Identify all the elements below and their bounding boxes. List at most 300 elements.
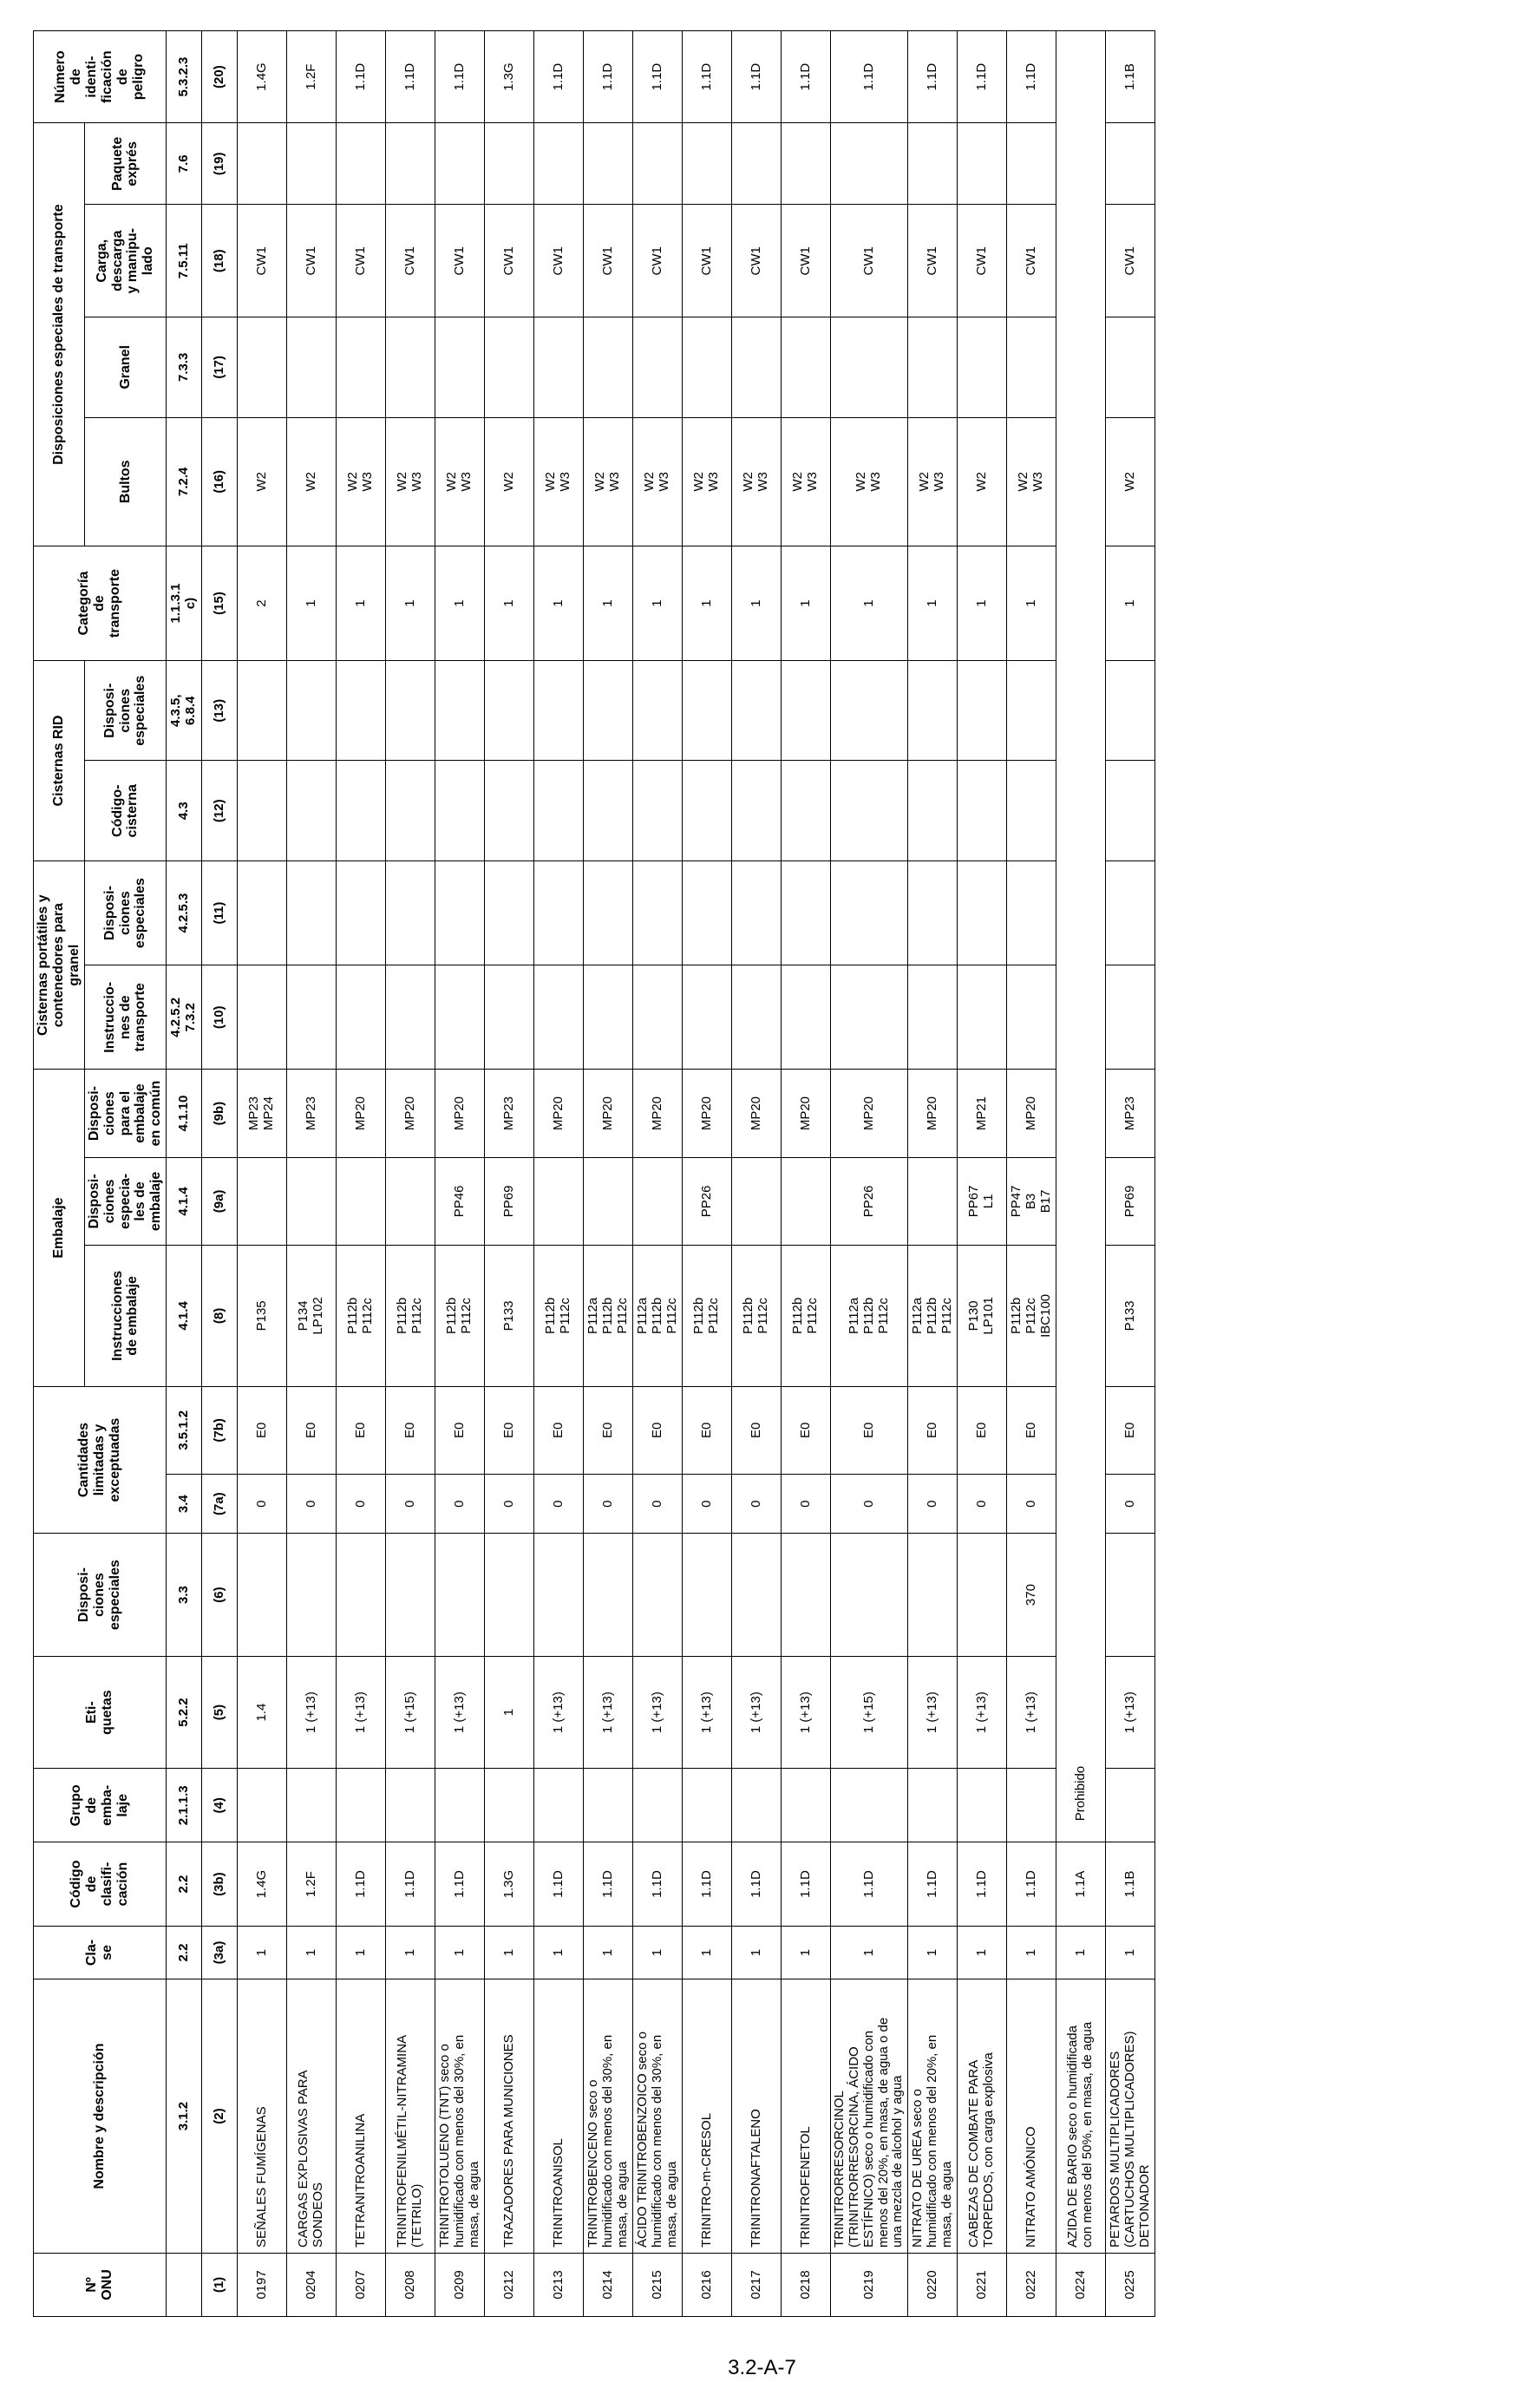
cell-labels: 1 (+13) bbox=[287, 1656, 337, 1769]
reference-cell: 7.6 bbox=[167, 123, 202, 205]
cell-rsp bbox=[534, 661, 584, 762]
cell-code: 1.1D bbox=[908, 1842, 958, 1927]
cell-pg bbox=[534, 1769, 584, 1842]
cell-mp: MP20 bbox=[435, 1070, 485, 1157]
cell-eq: E0 bbox=[386, 1386, 435, 1474]
cell-spp bbox=[386, 1157, 435, 1245]
cell-un: 0208 bbox=[386, 2253, 435, 2316]
cell-name: CABEZAS DE COMBATE PARA TORPEDOS, con carga explosiva bbox=[958, 1979, 1007, 2254]
cell-sp bbox=[287, 1534, 337, 1656]
cell-ti bbox=[534, 965, 584, 1070]
cell-name: TRINITROTOLUENO (TNT) seco o humidificado con menos del 30%, en masa, de agua bbox=[435, 1979, 485, 2254]
cell-pg bbox=[1106, 1769, 1155, 1842]
header-tank-instructions: Instruccio- nes de transporte bbox=[84, 965, 167, 1070]
cell-eq: E0 bbox=[287, 1386, 337, 1474]
cell-pi: P112a P112b P112c bbox=[633, 1246, 683, 1387]
cell-code: 1.1D bbox=[534, 1842, 584, 1927]
cell-mp: MP20 bbox=[908, 1070, 958, 1157]
cell-tc bbox=[287, 761, 337, 860]
cell-un: 0225 bbox=[1106, 2253, 1155, 2316]
cell-rsp bbox=[238, 661, 287, 762]
cell-pi: P112b P112c bbox=[534, 1246, 584, 1387]
cell-carga: CW1 bbox=[633, 205, 683, 317]
cell-carga: CW1 bbox=[958, 205, 1007, 317]
cell-cls: 1 bbox=[386, 1926, 435, 1979]
cell-cls: 1 bbox=[435, 1926, 485, 1979]
cell-bultos: W2 W3 bbox=[386, 417, 435, 546]
cell-name: TETRANITROANILINA bbox=[337, 1979, 386, 2254]
cell-pg bbox=[831, 1769, 908, 1842]
cell-bultos: W2 W3 bbox=[435, 417, 485, 546]
cell-labels: 1.4 bbox=[238, 1656, 287, 1769]
cell-expres bbox=[958, 123, 1007, 205]
dangerous-goods-table bbox=[33, 30, 1155, 2317]
reference-cell: 4.1.10 bbox=[167, 1070, 202, 1157]
cell-pi: P112a P112b P112c bbox=[584, 1246, 633, 1387]
cell-ti bbox=[958, 965, 1007, 1070]
cell-name: TRINITRONAFTALENO bbox=[732, 1979, 782, 2254]
cell-spp bbox=[584, 1157, 633, 1245]
cell-lq: 0 bbox=[1007, 1475, 1056, 1534]
cell-code: 1.1D bbox=[732, 1842, 782, 1927]
cell-lq: 0 bbox=[485, 1475, 534, 1534]
cell-hin: 1.1D bbox=[337, 31, 386, 123]
cell-spp bbox=[534, 1157, 584, 1245]
cell-un: 0219 bbox=[831, 2253, 908, 2316]
cell-un: 0216 bbox=[683, 2253, 732, 2316]
table-row bbox=[633, 31, 683, 2317]
cell-carga: CW1 bbox=[584, 205, 633, 317]
cell-eq: E0 bbox=[732, 1386, 782, 1474]
cell-sp bbox=[633, 1534, 683, 1656]
cell-spp bbox=[337, 1157, 386, 1245]
cell-expres bbox=[1007, 123, 1056, 205]
cell-tc bbox=[732, 761, 782, 860]
cell-pg bbox=[386, 1769, 435, 1842]
cell-ti bbox=[287, 965, 337, 1070]
cell-un: 0213 bbox=[534, 2253, 584, 2316]
cell-cls: 1 bbox=[908, 1926, 958, 1979]
table-row bbox=[435, 31, 485, 2317]
reference-cell: 4.1.4 bbox=[167, 1157, 202, 1245]
cell-bultos: W2 bbox=[485, 417, 534, 546]
cell-lq: 0 bbox=[831, 1475, 908, 1534]
cell-sp bbox=[782, 1534, 831, 1656]
cell-carga: CW1 bbox=[287, 205, 337, 317]
header-tank-special: Disposi- ciones especiales bbox=[84, 860, 167, 965]
cell-name: TRAZADORES PARA MUNICIONES bbox=[485, 1979, 534, 2254]
cell-ti bbox=[485, 965, 534, 1070]
cell-sp bbox=[485, 1534, 534, 1656]
cell-cat: 1 bbox=[908, 546, 958, 661]
cell-spp bbox=[908, 1157, 958, 1245]
cell-hin: 1.1D bbox=[958, 31, 1007, 123]
cell-spp: PP26 bbox=[831, 1157, 908, 1245]
column-number-cell: (7b) bbox=[202, 1386, 238, 1474]
cell-hin: 1.2F bbox=[287, 31, 337, 123]
reference-cell: 4.3.5, 6.8.4 bbox=[167, 661, 202, 762]
cell-tsp bbox=[958, 860, 1007, 965]
cell-sp bbox=[386, 1534, 435, 1656]
cell-tsp bbox=[683, 860, 732, 965]
cell-cat: 1 bbox=[435, 546, 485, 661]
cell-cat: 2 bbox=[238, 546, 287, 661]
header-row-1 bbox=[34, 31, 85, 2317]
cell-code: 1.1D bbox=[435, 1842, 485, 1927]
cell-spp: PP67 L1 bbox=[958, 1157, 1007, 1245]
cell-hin: 1.1D bbox=[633, 31, 683, 123]
header-limited-quantities: Cantidades limitadas y exceptuadas bbox=[34, 1386, 167, 1534]
header-name: Nombre y descripción bbox=[34, 1979, 167, 2254]
column-number-cell: (12) bbox=[202, 761, 238, 860]
column-number-cell: (11) bbox=[202, 860, 238, 965]
cell-spp: PP26 bbox=[683, 1157, 732, 1245]
column-number-row bbox=[202, 31, 238, 2317]
cell-code: 1.1D bbox=[831, 1842, 908, 1927]
cell-pi: P130 LP101 bbox=[958, 1246, 1007, 1387]
header-mixed-packing: Disposi- ciones para el embalaje en común bbox=[84, 1070, 167, 1157]
table-row bbox=[1106, 31, 1155, 2317]
cell-name: TRINITROFENETOL bbox=[782, 1979, 831, 2254]
cell-hin: 1.1D bbox=[584, 31, 633, 123]
header-un: Nº ONU bbox=[34, 2253, 167, 2316]
cell-bultos: W2 bbox=[1106, 417, 1155, 546]
cell-pi: P112b P112c bbox=[435, 1246, 485, 1387]
cell-granel bbox=[683, 317, 732, 417]
column-number-cell: (10) bbox=[202, 965, 238, 1070]
cell-carga: CW1 bbox=[238, 205, 287, 317]
cell-sp bbox=[584, 1534, 633, 1656]
cell-labels: 1 (+13) bbox=[435, 1656, 485, 1769]
cell-carga: CW1 bbox=[435, 205, 485, 317]
page-number: 3.2-A-7 bbox=[728, 2356, 796, 2379]
cell-pg bbox=[958, 1769, 1007, 1842]
cell-rsp bbox=[683, 661, 732, 762]
cell-granel bbox=[958, 317, 1007, 417]
cell-code: 1.1D bbox=[337, 1842, 386, 1927]
cell-cat: 1 bbox=[683, 546, 732, 661]
cell-carga: CW1 bbox=[337, 205, 386, 317]
cell-tc bbox=[238, 761, 287, 860]
cell-labels: 1 (+13) bbox=[1106, 1656, 1155, 1769]
cell-tsp bbox=[584, 860, 633, 965]
cell-bultos: W2 bbox=[287, 417, 337, 546]
cell-pg bbox=[1007, 1769, 1056, 1842]
cell-eq: E0 bbox=[831, 1386, 908, 1474]
cell-tc bbox=[534, 761, 584, 860]
cell-granel bbox=[732, 317, 782, 417]
cell-rsp bbox=[1106, 661, 1155, 762]
cell-labels: 1 (+13) bbox=[958, 1656, 1007, 1769]
cell-pi: P112b P112c bbox=[732, 1246, 782, 1387]
header-bulk: Granel bbox=[84, 317, 167, 417]
cell-spp: PP69 bbox=[1106, 1157, 1155, 1245]
cell-pi: P112b P112c bbox=[337, 1246, 386, 1387]
cell-ti bbox=[1106, 965, 1155, 1070]
cell-expres bbox=[485, 123, 534, 205]
cell-cls: 1 bbox=[683, 1926, 732, 1979]
column-number-cell: (17) bbox=[202, 317, 238, 417]
cell-granel bbox=[782, 317, 831, 417]
cell-mp: MP20 bbox=[732, 1070, 782, 1157]
cell-ti bbox=[584, 965, 633, 1070]
cell-labels: 1 (+15) bbox=[386, 1656, 435, 1769]
cell-code: 1.1A bbox=[1056, 1842, 1106, 1927]
cell-expres bbox=[683, 123, 732, 205]
header-class: Cla- se bbox=[34, 1926, 167, 1979]
cell-rsp bbox=[732, 661, 782, 762]
cell-un: 0209 bbox=[435, 2253, 485, 2316]
cell-lq: 0 bbox=[958, 1475, 1007, 1534]
cell-tc bbox=[831, 761, 908, 860]
cell-lq: 0 bbox=[238, 1475, 287, 1534]
cell-expres bbox=[238, 123, 287, 205]
cell-eq: E0 bbox=[1007, 1386, 1056, 1474]
cell-tc bbox=[485, 761, 534, 860]
cell-carga: CW1 bbox=[386, 205, 435, 317]
column-number-cell: (16) bbox=[202, 417, 238, 546]
cell-sp bbox=[831, 1534, 908, 1656]
cell-sp bbox=[534, 1534, 584, 1656]
header-packaging: Embalaje bbox=[34, 1070, 85, 1386]
column-number-cell: (8) bbox=[202, 1246, 238, 1387]
cell-pi: P133 bbox=[1106, 1246, 1155, 1387]
cell-tc bbox=[908, 761, 958, 860]
cell-name: AZIDA DE BARIO seco o humidificada con menos del 50%, en masa, de agua bbox=[1056, 1979, 1106, 2254]
cell-ti bbox=[683, 965, 732, 1070]
cell-ti bbox=[386, 965, 435, 1070]
cell-spp bbox=[782, 1157, 831, 1245]
cell-pg bbox=[908, 1769, 958, 1842]
cell-granel bbox=[534, 317, 584, 417]
cell-bultos: W2 W3 bbox=[831, 417, 908, 546]
cell-sp bbox=[435, 1534, 485, 1656]
cell-eq: E0 bbox=[1106, 1386, 1155, 1474]
header-rid-special: Disposi- ciones especiales bbox=[84, 661, 167, 762]
column-number-cell: (9a) bbox=[202, 1157, 238, 1245]
cell-bultos: W2 W3 bbox=[1007, 417, 1056, 546]
cell-code: 1.1D bbox=[782, 1842, 831, 1927]
cell-un: 0224 bbox=[1056, 2253, 1106, 2316]
cell-expres bbox=[337, 123, 386, 205]
cell-pg bbox=[337, 1769, 386, 1842]
cell-pg bbox=[435, 1769, 485, 1842]
reference-cell: 2.2 bbox=[167, 1926, 202, 1979]
table-row bbox=[782, 31, 831, 2317]
cell-labels: 1 (+13) bbox=[732, 1656, 782, 1769]
cell-rsp bbox=[287, 661, 337, 762]
cell-rsp bbox=[337, 661, 386, 762]
cell-tc bbox=[435, 761, 485, 860]
cell-carga: CW1 bbox=[485, 205, 534, 317]
cell-bultos: W2 bbox=[238, 417, 287, 546]
cell-hin: 1.1D bbox=[782, 31, 831, 123]
cell-tc bbox=[337, 761, 386, 860]
cell-cls: 1 bbox=[1007, 1926, 1056, 1979]
cell-tsp bbox=[1007, 860, 1056, 965]
cell-cls: 1 bbox=[732, 1926, 782, 1979]
table-row bbox=[732, 31, 782, 2317]
cell-tsp bbox=[633, 860, 683, 965]
cell-sp bbox=[337, 1534, 386, 1656]
reference-cell: 4.3 bbox=[167, 761, 202, 860]
cell-pi: P112b P112c bbox=[386, 1246, 435, 1387]
cell-cls: 1 bbox=[831, 1926, 908, 1979]
cell-un: 0217 bbox=[732, 2253, 782, 2316]
cell-hin: 1.1D bbox=[386, 31, 435, 123]
header-express: Paquete exprés bbox=[84, 123, 167, 205]
header-hazard-id: Número de identi- ficación de peligro bbox=[34, 31, 167, 123]
cell-un: 0197 bbox=[238, 2253, 287, 2316]
cell-eq: E0 bbox=[633, 1386, 683, 1474]
column-number-cell: (13) bbox=[202, 661, 238, 762]
cell-pi: P112b P112c bbox=[782, 1246, 831, 1387]
cell-hin: 1.1D bbox=[435, 31, 485, 123]
cell-granel bbox=[386, 317, 435, 417]
cell-name: PETARDOS MULTIPLICADORES (CARTUCHOS MULTIPLICADORES) DETONADOR bbox=[1106, 1979, 1155, 2254]
cell-cat: 1 bbox=[782, 546, 831, 661]
cell-carga: CW1 bbox=[1106, 205, 1155, 317]
cell-mp: MP20 bbox=[683, 1070, 732, 1157]
cell-mp: MP20 bbox=[584, 1070, 633, 1157]
cell-ti bbox=[831, 965, 908, 1070]
cell-tc bbox=[584, 761, 633, 860]
reference-cell bbox=[167, 2253, 202, 2316]
cell-pi: P135 bbox=[238, 1246, 287, 1387]
cell-carga: CW1 bbox=[534, 205, 584, 317]
header-special-packing: Disposi- ciones especia- les de embalaje bbox=[84, 1157, 167, 1245]
cell-lq: 0 bbox=[386, 1475, 435, 1534]
cell-tc bbox=[683, 761, 732, 860]
cell-cat: 1 bbox=[485, 546, 534, 661]
cell-ti bbox=[908, 965, 958, 1070]
header-special-provisions: Disposi- ciones especiales bbox=[34, 1534, 167, 1656]
cell-pg bbox=[238, 1769, 287, 1842]
cell-bultos: W2 W3 bbox=[584, 417, 633, 546]
reference-row bbox=[167, 31, 202, 2317]
cell-pi: P112b P112c IBC100 bbox=[1007, 1246, 1056, 1387]
cell-mp: MP23 bbox=[287, 1070, 337, 1157]
column-number-cell: (2) bbox=[202, 1979, 238, 2254]
cell-cat: 1 bbox=[287, 546, 337, 661]
cell-sp bbox=[732, 1534, 782, 1656]
table-row bbox=[683, 31, 732, 2317]
cell-labels: 1 (+15) bbox=[831, 1656, 908, 1769]
cell-eq: E0 bbox=[534, 1386, 584, 1474]
cell-rsp bbox=[485, 661, 534, 762]
cell-eq: E0 bbox=[485, 1386, 534, 1474]
cell-tsp bbox=[238, 860, 287, 965]
reference-cell: 7.2.4 bbox=[167, 417, 202, 546]
header-packing-group: Grupo de emba- laje bbox=[34, 1769, 167, 1842]
cell-cat: 1 bbox=[958, 546, 1007, 661]
cell-hin: 1.1B bbox=[1106, 31, 1155, 123]
cell-ti bbox=[633, 965, 683, 1070]
reference-cell: 2.2 bbox=[167, 1842, 202, 1927]
table-row bbox=[908, 31, 958, 2317]
column-number-cell: (6) bbox=[202, 1534, 238, 1656]
header-transport-category: Categoría de transporte bbox=[34, 546, 167, 661]
cell-lq: 0 bbox=[584, 1475, 633, 1534]
reference-cell: 2.1.1.3 bbox=[167, 1769, 202, 1842]
cell-code: 1.1B bbox=[1106, 1842, 1155, 1927]
column-number-cell: (4) bbox=[202, 1769, 238, 1842]
cell-cls: 1 bbox=[1106, 1926, 1155, 1979]
cell-eq: E0 bbox=[238, 1386, 287, 1474]
cell-pi: P112a P112b P112c bbox=[908, 1246, 958, 1387]
cell-name: TRINITROBENCENO seco o humidificado con menos del 30%, en masa, de agua bbox=[584, 1979, 633, 2254]
cell-tsp bbox=[831, 860, 908, 965]
cell-code: 1.4G bbox=[238, 1842, 287, 1927]
cell-mp: MP23 bbox=[1106, 1070, 1155, 1157]
cell-ti bbox=[1007, 965, 1056, 1070]
table-row bbox=[238, 31, 287, 2317]
table-row bbox=[287, 31, 337, 2317]
cell-eq: E0 bbox=[337, 1386, 386, 1474]
cell-bultos: W2 W3 bbox=[337, 417, 386, 546]
cell-un: 0220 bbox=[908, 2253, 958, 2316]
cell-hin: 1.1D bbox=[831, 31, 908, 123]
reference-cell: 3.5.1.2 bbox=[167, 1386, 202, 1474]
column-number-cell: (3b) bbox=[202, 1842, 238, 1927]
cell-carga: CW1 bbox=[908, 205, 958, 317]
cell-bultos: W2 W3 bbox=[683, 417, 732, 546]
cell-cat: 1 bbox=[633, 546, 683, 661]
table-row bbox=[337, 31, 386, 2317]
cell-sp: 370 bbox=[1007, 1534, 1056, 1656]
cell-hin: 1.4G bbox=[238, 31, 287, 123]
cell-sp bbox=[238, 1534, 287, 1656]
cell-un: 0212 bbox=[485, 2253, 534, 2316]
reference-cell: 4.2.5.3 bbox=[167, 860, 202, 965]
cell-sp bbox=[958, 1534, 1007, 1656]
cell-expres bbox=[435, 123, 485, 205]
cell-granel bbox=[238, 317, 287, 417]
cell-sp bbox=[908, 1534, 958, 1656]
cell-granel bbox=[908, 317, 958, 417]
cell-granel bbox=[584, 317, 633, 417]
cell-tc bbox=[958, 761, 1007, 860]
cell-spp: PP46 bbox=[435, 1157, 485, 1245]
column-number-cell: (18) bbox=[202, 205, 238, 317]
cell-rsp bbox=[1007, 661, 1056, 762]
table-row bbox=[584, 31, 633, 2317]
cell-tc bbox=[1007, 761, 1056, 860]
cell-expres bbox=[732, 123, 782, 205]
cell-rsp bbox=[584, 661, 633, 762]
cell-sp bbox=[1106, 1534, 1155, 1656]
cell-cat: 1 bbox=[732, 546, 782, 661]
cell-rsp bbox=[633, 661, 683, 762]
column-number-cell: (20) bbox=[202, 31, 238, 123]
cell-ti bbox=[238, 965, 287, 1070]
cell-cat: 1 bbox=[584, 546, 633, 661]
cell-granel bbox=[435, 317, 485, 417]
cell-code: 1.1D bbox=[683, 1842, 732, 1927]
cell-lq: 0 bbox=[1106, 1475, 1155, 1534]
cell-code: 1.1D bbox=[584, 1842, 633, 1927]
cell-code: 1.1D bbox=[633, 1842, 683, 1927]
cell-carga: CW1 bbox=[831, 205, 908, 317]
cell-granel bbox=[287, 317, 337, 417]
cell-pg bbox=[633, 1769, 683, 1842]
cell-eq: E0 bbox=[908, 1386, 958, 1474]
cell-ti bbox=[782, 965, 831, 1070]
cell-tsp bbox=[485, 860, 534, 965]
cell-un: 0218 bbox=[782, 2253, 831, 2316]
cell-mp: MP20 bbox=[782, 1070, 831, 1157]
cell-carga: CW1 bbox=[732, 205, 782, 317]
